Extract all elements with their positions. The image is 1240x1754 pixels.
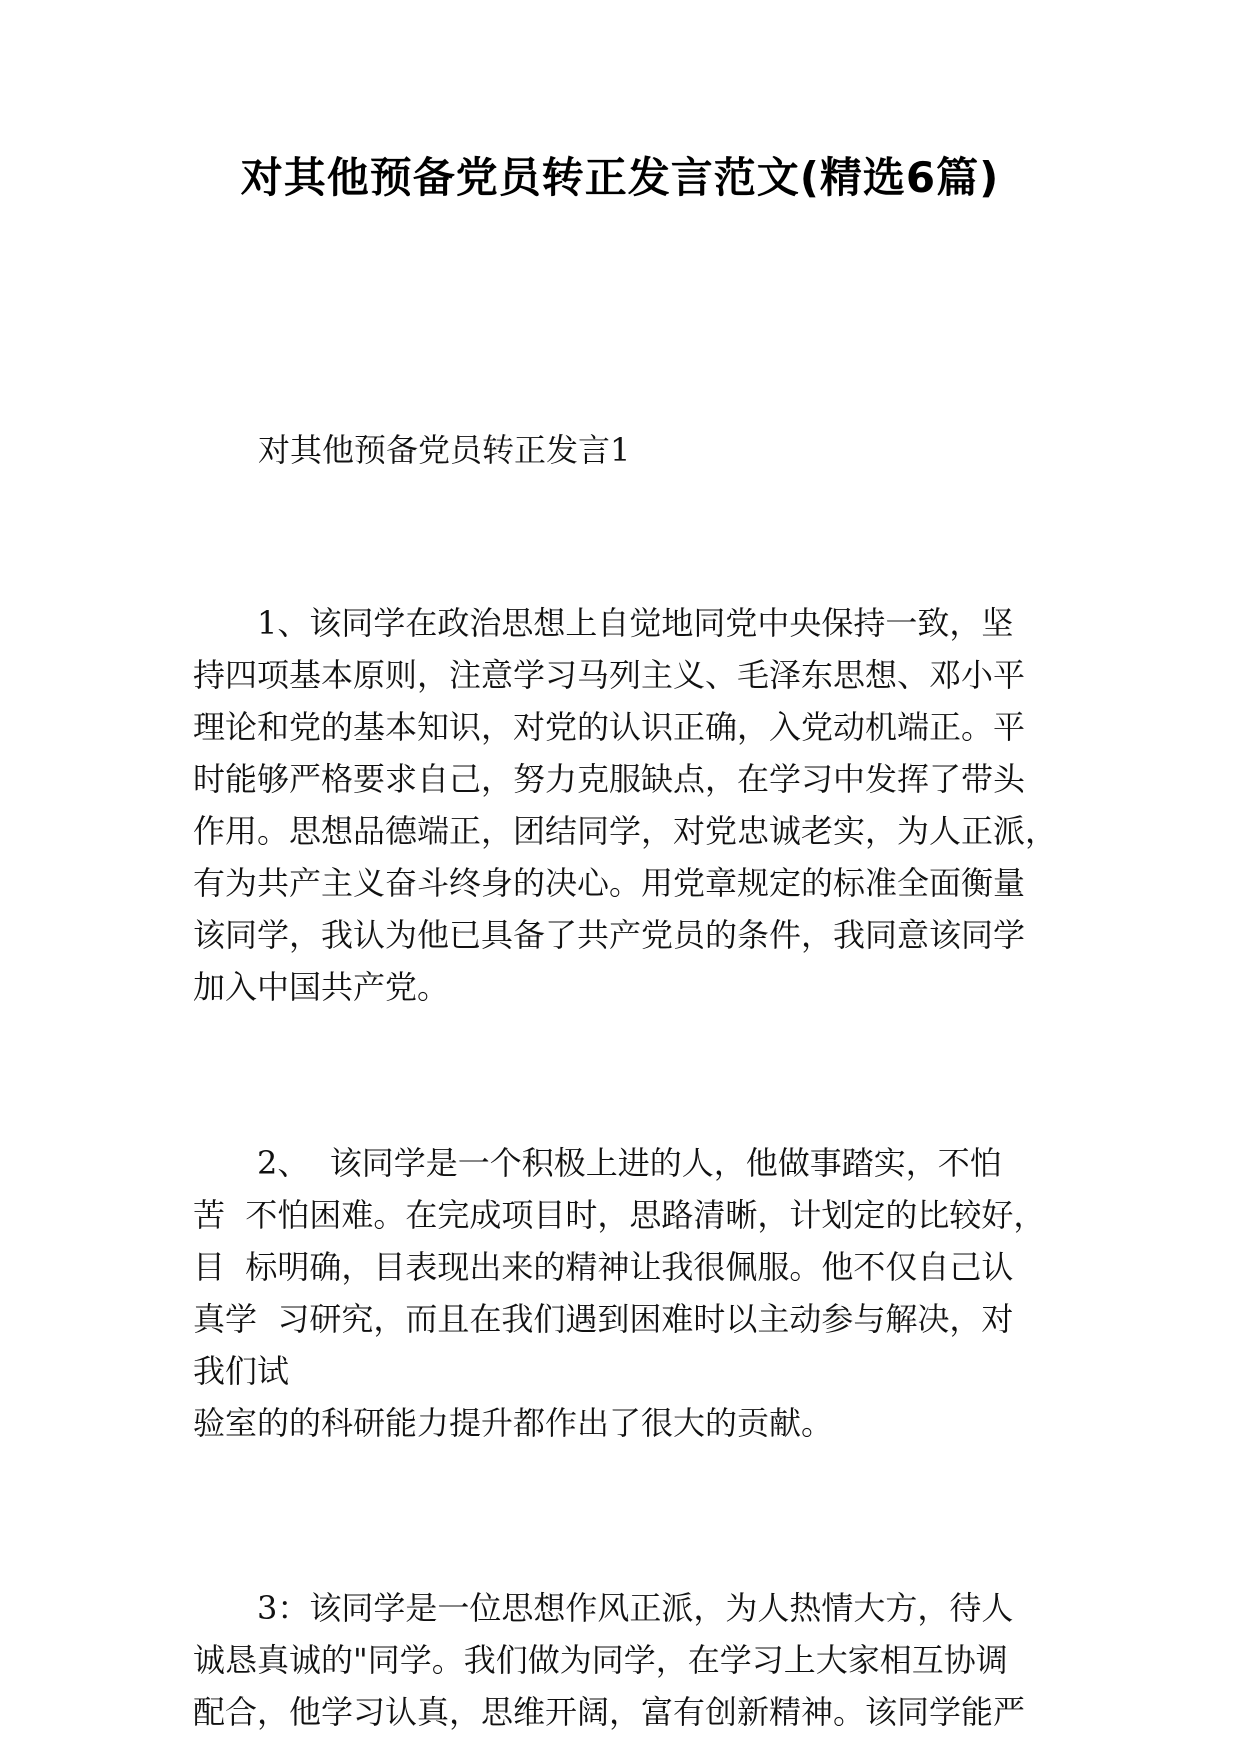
paragraph-line: 2、 该同学是一个积极上进的人，他做事踏实，不怕 (257, 1144, 1002, 1182)
paragraph-line: 持四项基本原则，注意学习马列主义、毛泽东思想、邓小平 (193, 656, 1026, 694)
paragraph-line: 理论和党的基本知识，对党的认识正确，入党动机端正。平 (193, 708, 1026, 746)
section-heading: 对其他预备党员转正发言1 (258, 431, 631, 469)
paragraph-line: 加入中国共产党。 (193, 968, 450, 1006)
paragraph-1 (193, 597, 1065, 1025)
paragraph-line: 3：该同学是一位思想作风正派，为人热情大方，待人 (257, 1589, 1014, 1627)
paragraph-line: 1、该同学在政治思想上自觉地同党中央保持一致，坚 (257, 604, 1014, 642)
paragraph-line: 诚恳真诚的"同学。我们做为同学，在学习上大家相互协调 (193, 1641, 1008, 1679)
paragraph-3 (193, 1582, 1065, 1738)
paragraph-line: 配合，他学习认真，思维开阔，富有创新精神。该同学能严 (193, 1693, 1026, 1731)
paragraph-line: 目 标明确，目表现出来的精神让我很佩服。他不仅自己认 (193, 1248, 1014, 1286)
paragraph-line: 验室的的科研能力提升都作出了很大的贡献。 (193, 1404, 834, 1442)
paragraph-line: 作用。思想品德端正，团结同学，对党忠诚老实，为人正派， (193, 812, 1058, 850)
document-title: 对其他预备党员转正发言范文(精选6篇) (240, 153, 1000, 202)
paragraph-line: 该同学，我认为他已具备了共产党员的条件，我同意该同学 (193, 916, 1026, 954)
paragraph-line: 时能够严格要求自己，努力克服缺点，在学习中发挥了带头 (193, 760, 1026, 798)
paragraph-line: 苦 不怕困难。在完成项目时，思路清晰，计划定的比较好， (193, 1196, 1046, 1234)
paragraph-line: 真学 习研究，而且在我们遇到困难时以主动参与解决，对 (193, 1300, 1014, 1338)
paragraph-2 (193, 1137, 1065, 1457)
paragraph-line: 我们试 (193, 1352, 290, 1390)
paragraph-line: 有为共产主义奋斗终身的决心。用党章规定的标准全面衡量 (193, 864, 1026, 902)
